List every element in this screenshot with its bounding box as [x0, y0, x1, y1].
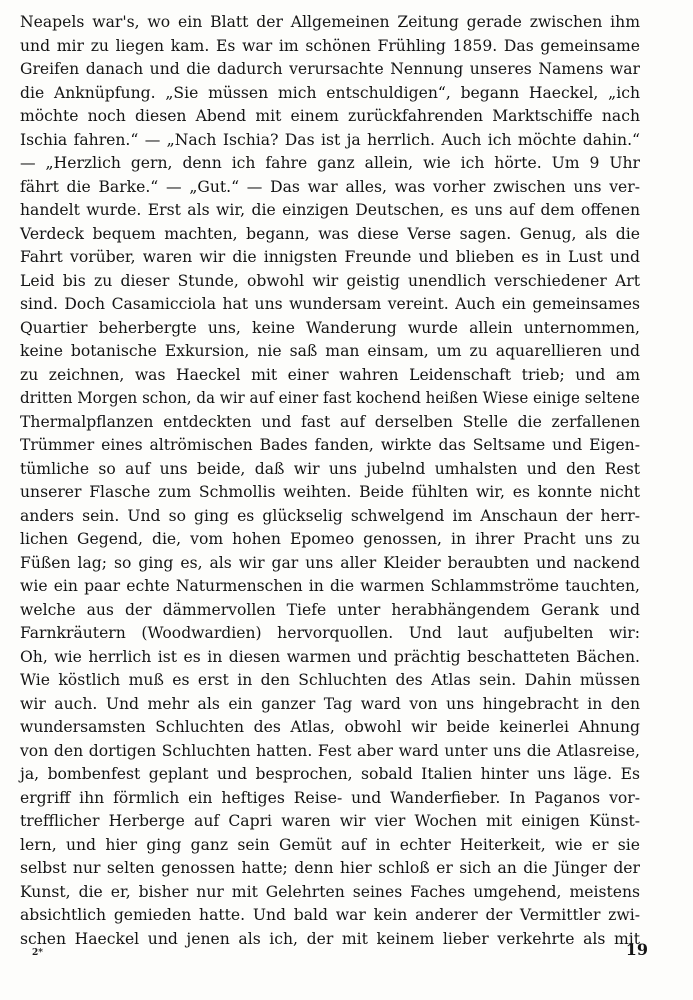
- text-line: sind. Doch Casamicciola hat uns wundersam vereint. Auch ein gemeinsames: [20, 295, 640, 313]
- text-line: trefflicher Herberge auf Capri waren wir vier Wochen mit einigen Künst-: [20, 812, 640, 830]
- text-line: Verdeck bequem machten, begann, was diese Verse sagen. Genug, als die: [20, 224, 640, 243]
- text-line: Greifen danach und die dadurch verursachte Nennung unseres Namens war: [20, 60, 640, 78]
- text-line: schen Haeckel und jenen als ich, der mit keinem lieber verkehrte als mit: [20, 929, 640, 948]
- text-line: absichtlich gemieden hatte. Und bald war kein anderer der Vermittler zwi-: [20, 906, 640, 924]
- text-line: ergriff ihn förmlich ein heftiges Reise- und Wanderfieber. In Paganos vor-: [20, 788, 640, 807]
- text-line: Quartier beherbergte uns, keine Wanderung wurde allein unternommen,: [20, 318, 640, 337]
- text-line: Trümmer eines altrömischen Bades fanden, wirkte das Seltsame und Eigen-: [20, 436, 640, 454]
- text-line: Wie köstlich muß es erst in den Schluchten des Atlas sein. Dahin müssen: [20, 671, 640, 689]
- text-line: Thermalpflanzen entdeckten und fast auf derselben Stelle die zerfallenen: [20, 412, 640, 431]
- text-line: — „Herzlich gern, denn ich fahre ganz allein, wie ich hörte. Um 9 Uhr: [20, 154, 640, 172]
- text-line: wundersamsten Schluchten des Atlas, obwohl wir beide keinerlei Ahnung: [20, 718, 640, 736]
- text-line: von den dortigen Schluchten hatten. Fest aber ward unter uns die Atlasreise,: [20, 741, 640, 760]
- text-line: selbst nur selten genossen hatte; denn hier schloß er sich an die Jünger der: [20, 859, 640, 877]
- printer-signature-mark: 2*: [32, 948, 43, 958]
- text-line: unserer Flasche zum Schmollis weihten. Beide fühlten wir, es konnte nicht: [20, 483, 640, 501]
- text-line: handelt wurde. Erst als wir, die einzigen Deutschen, es uns auf dem offenen: [20, 201, 640, 219]
- text-line: wie ein paar echte Naturmenschen in die warmen Schlammströme tauchten,: [20, 577, 640, 595]
- text-line: fährt die Barke.“ — „Gut.“ — Das war alles, was vorher zwischen uns ver-: [20, 177, 640, 196]
- text-line: Fahrt vorüber, waren wir die innigsten Freunde und blieben es in Lust und: [20, 248, 640, 266]
- text-line: lichen Gegend, die, vom hohen Epomeo genossen, in ihrer Pracht uns zu: [20, 530, 640, 548]
- text-line: keine botanische Exkursion, nie saß man einsam, um zu aquarellieren und: [20, 342, 640, 360]
- text-line: lern, und hier ging ganz sein Gemüt auf in echter Heiterkeit, wie er sie: [20, 835, 640, 854]
- text-line: Füßen lag; so ging es, als wir gar uns aller Kleider beraubten und nackend: [20, 553, 640, 572]
- text-line: Farnkräutern (Woodwardien) hervorquollen. Und laut aufjubelten wir:: [20, 624, 640, 642]
- text-line: die Anknüpfung. „Sie müssen mich entschuldigen“, begann Haeckel, „ich: [20, 83, 640, 102]
- text-line: dritten Morgen schon, da wir auf einer fast kochend heißen Wiese einige seltene: [20, 389, 640, 407]
- text-line: Kunst, die er, bisher nur mit Gelehrten seines Faches umgehend, meistens: [20, 882, 640, 901]
- text-line: Neapels war's, wo ein Blatt der Allgemeinen Zeitung gerade zwischen ihm: [20, 13, 640, 31]
- text-line: Leid bis zu dieser Stunde, obwohl wir geistig unendlich verschiedener Art: [20, 271, 640, 290]
- text-line: anders sein. Und so ging es glückselig schwelgend im Anschaun der herr-: [20, 506, 640, 525]
- text-line: und mir zu liegen kam. Es war im schönen Frühling 1859. Das gemeinsame: [20, 36, 640, 55]
- text-line: welche aus der dämmervollen Tiefe unter herabhängendem Gerank und: [20, 600, 640, 619]
- text-line: Oh, wie herrlich ist es in diesen warmen und prächtig beschatteten Bächen.: [20, 647, 640, 666]
- text-line: tümliche so auf uns beide, daß wir uns jubelnd umhalsten und den Rest: [20, 459, 640, 478]
- text-line: zu zeichnen, was Haeckel mit einer wahren Leidenschaft trieb; und am: [20, 365, 640, 384]
- text-line: wir auch. Und mehr als ein ganzer Tag ward von uns hingebracht in den: [20, 694, 640, 713]
- text-line: ja, bombenfest geplant und besprochen, sobald Italien hinter uns läge. Es: [20, 765, 640, 783]
- page-number: 19: [625, 940, 648, 959]
- text-line: möchte noch diesen Abend mit einem zurückfahrenden Marktschiffe nach: [20, 107, 640, 125]
- text-line: Ischia fahren.“ — „Nach Ischia? Das ist ja herrlich. Auch ich möchte dahin.“: [20, 130, 640, 149]
- body-text: [20, 11, 640, 951]
